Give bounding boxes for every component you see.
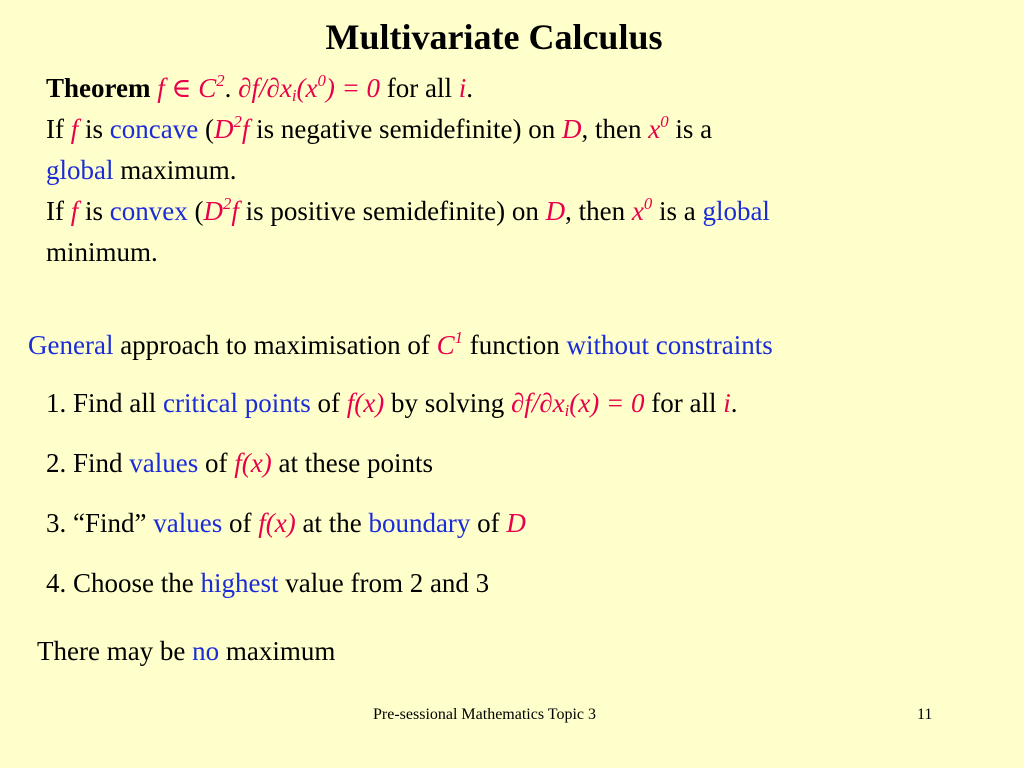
step-3: 3. “Find” values of f(x) at the boundary of D [46,508,526,538]
step-1: 1. Find all critical points of f(x) by solving $\partial f/\partial x_i(x) = 0$ for all i. [46,388,738,421]
global-term: global [702,196,770,226]
general-approach-heading: General approach to maximisation of $C^1$ function without constraints [28,328,773,360]
theorem-label: Theorem [46,73,151,103]
global-term: global [46,155,114,185]
theorem-statement: Theorem f ∈ $C^2$. $\partial f/\partial x_i(x^0) = 0$ for all i. [46,71,474,106]
footer-title: Pre-sessional Mathematics Topic 3 [373,706,596,723]
partial-derivative: ∂f/∂x [238,73,292,103]
concave-term: concave [109,114,199,144]
theorem-block [46,68,986,273]
no-maximum-note: There may be no maximum [37,636,336,666]
step-4: 4. Choose the highest value from 2 and 3 [46,568,490,598]
convex-statement: If f is convex ($D^2f$ is positive semidefinite) on D, then $x^0$ is a global minimum. [46,194,770,267]
convex-term: convex [109,196,188,226]
page-number: 11 [917,706,933,723]
slide-title: Multivariate Calculus [325,17,663,57]
concave-statement: If f is concave ($D^2f$ is negative semidefinite) on D, then $x^0$ is a global maximum. [46,112,713,185]
step-2: 2. Find values of f(x) at these points [46,448,433,478]
